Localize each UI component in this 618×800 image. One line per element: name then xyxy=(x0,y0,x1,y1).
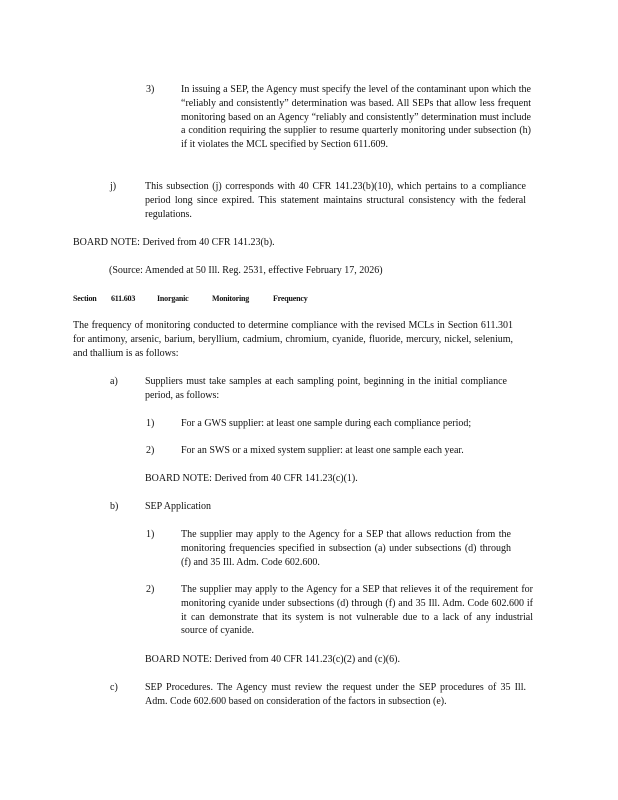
item-a-number: a) xyxy=(110,376,118,387)
item-c-text: SEP Procedures. The Agency must review the request under the SEP procedures of 35 Ill. Adm. Code 602.600 based on consideration of the factors in subsection (e). xyxy=(145,682,526,707)
item-b-2-number: 2) xyxy=(146,584,155,595)
item-c-number: c) xyxy=(110,682,118,693)
section-title-word-3: Frequency xyxy=(273,294,308,303)
board-note: BOARD NOTE: Derived from 40 CFR 141.23(b). xyxy=(73,237,275,248)
item-b-title: SEP Application xyxy=(145,501,212,512)
item-3-number: 3) xyxy=(146,84,155,95)
item-b-1-number: 1) xyxy=(146,529,155,540)
item-b-1-text: The supplier may apply to the Agency for a SEP that allows reduction from the monitoring frequencies specified in subsection (a) under subsections (d) through (f) and 35 Ill. Adm. Code 602.600. xyxy=(181,529,511,568)
section-label: Section xyxy=(73,294,97,303)
item-j-text: This subsection (j) corresponds with 40 CFR 141.23(b)(10), which pertains to a compliance period long since expired. This statement maintains structural consistency with the federal regulations. xyxy=(145,181,526,220)
source-note: (Source: Amended at 50 Ill. Reg. 2531, effective February 17, 2026) xyxy=(109,265,383,276)
item-b-board-note: BOARD NOTE: Derived from 40 CFR 141.23(c)(2) and (c)(6). xyxy=(145,654,400,665)
item-3-text: In issuing a SEP, the Agency must specify the level of the contaminant upon which the “reliably and consistently” determination was based. All SEPs that allow less frequent monitoring based on an Agency “reliably and consistently” determination must include a condition requiring the supplier to resume quarterly monitoring under subsection (h) if it violates the MCL specified by Section 611.609. xyxy=(181,84,531,151)
section-title-word-1: Inorganic xyxy=(157,294,189,303)
section-number: 611.603 xyxy=(111,294,136,303)
item-b-number: b) xyxy=(110,501,119,512)
intro-paragraph: The frequency of monitoring conducted to determine compliance with the revised MCLs in Section 611.301 for antimony, arsenic, barium, beryllium, cadmium, chromium, cyanide, fluoride, mercury, nickel, selenium, and thallium is as follows: xyxy=(73,320,513,359)
item-a-text: Suppliers must take samples at each sampling point, beginning in the initial compliance period, as follows: xyxy=(145,376,507,401)
item-b-2-text: The supplier may apply to the Agency for a SEP that relieves it of the requirement for monitoring cyanide under subsections (d) through (f) and 35 Ill. Adm. Code 602.600 if it can demonstrate that its system is not vulnerable due to a lack of any industrial source of cyanide. xyxy=(181,584,533,637)
item-a-2-text: For an SWS or a mixed system supplier: at least one sample each year. xyxy=(181,445,464,456)
section-title-word-2: Monitoring xyxy=(212,294,250,303)
item-a-2-number: 2) xyxy=(146,445,155,456)
item-a-1-text: For a GWS supplier: at least one sample during each compliance period; xyxy=(181,418,472,429)
item-a-1-number: 1) xyxy=(146,418,155,429)
item-j-number: j) xyxy=(110,181,117,192)
section-heading xyxy=(73,294,308,303)
item-a-board-note: BOARD NOTE: Derived from 40 CFR 141.23(c)(1). xyxy=(145,473,358,484)
